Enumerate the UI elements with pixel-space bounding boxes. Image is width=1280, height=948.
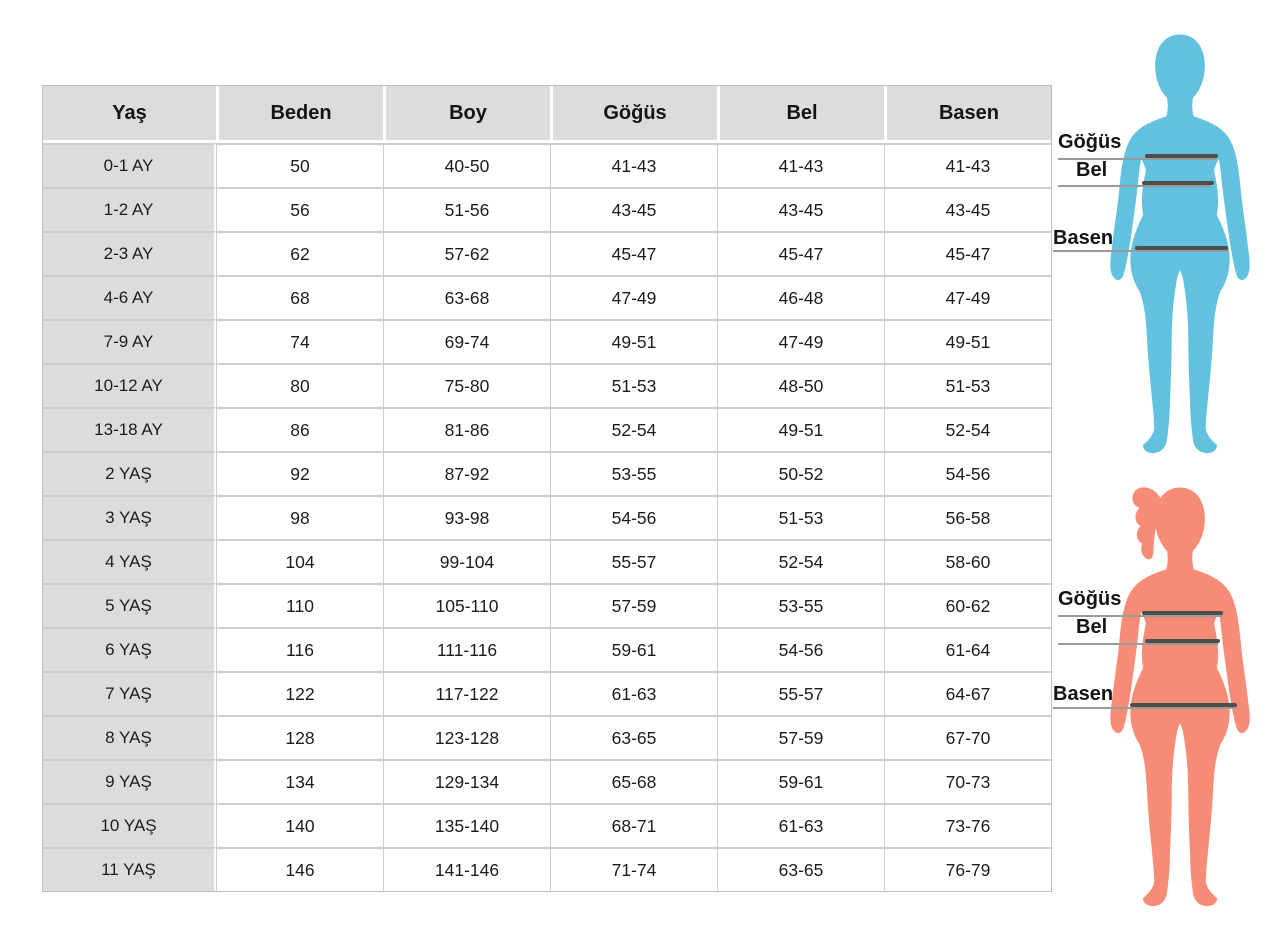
row-label-cell: 7 YAŞ [43,671,216,715]
value-cell: 73-76 [884,803,1051,847]
girl-hip-label: Basen [1053,683,1114,705]
value-cell: 52-54 [550,407,717,451]
size-table-header [43,86,1051,143]
adult-hip-measure-line [1135,246,1228,250]
table-row [43,363,1051,407]
row-label-cell: 3 YAŞ [43,495,216,539]
table-row [43,143,1051,187]
value-cell: 43-45 [550,187,717,231]
girl-hip-leader-line [1053,707,1237,709]
value-cell: 63-68 [383,275,550,319]
value-cell: 74 [216,319,383,363]
row-label-cell: 1-2 AY [43,187,216,231]
row-label-cell: 6 YAŞ [43,627,216,671]
table-row [43,319,1051,363]
value-cell: 47-49 [884,275,1051,319]
value-cell: 140 [216,803,383,847]
header-row [43,86,1051,143]
row-label-cell: 11 YAŞ [43,847,216,891]
adult-body-silhouette [1130,34,1229,453]
value-cell: 57-59 [550,583,717,627]
row-label-cell: 8 YAŞ [43,715,216,759]
value-cell: 69-74 [383,319,550,363]
value-cell: 57-62 [383,231,550,275]
row-label-cell: 4-6 AY [43,275,216,319]
size-table-body [43,143,1051,891]
table-row [43,847,1051,891]
value-cell: 54-56 [884,451,1051,495]
value-cell: 63-65 [717,847,884,891]
value-cell: 45-47 [884,231,1051,275]
column-header: Basen [884,86,1051,143]
value-cell: 68 [216,275,383,319]
value-cell: 52-54 [717,539,884,583]
value-cell: 59-61 [550,627,717,671]
girl-waist-measure-line [1145,639,1220,643]
table-row [43,495,1051,539]
value-cell: 80 [216,363,383,407]
girl-hip-measure-line [1130,703,1237,707]
table-row [43,715,1051,759]
value-cell: 49-51 [884,319,1051,363]
girl-chest-measure-line [1142,611,1223,615]
value-cell: 61-63 [550,671,717,715]
value-cell: 134 [216,759,383,803]
value-cell: 75-80 [383,363,550,407]
value-cell: 64-67 [884,671,1051,715]
table-row [43,275,1051,319]
table-row [43,627,1051,671]
value-cell: 86 [216,407,383,451]
value-cell: 50 [216,143,383,187]
value-cell: 128 [216,715,383,759]
value-cell: 55-57 [550,539,717,583]
value-cell: 123-128 [383,715,550,759]
column-header: Yaş [43,86,216,143]
value-cell: 68-71 [550,803,717,847]
girl-figure [1088,477,1272,923]
table-row [43,583,1051,627]
value-cell: 49-51 [717,407,884,451]
value-cell: 53-55 [717,583,884,627]
adult-waist-label: Bel [1076,159,1108,181]
value-cell: 104 [216,539,383,583]
value-cell: 62 [216,231,383,275]
value-cell: 54-56 [717,627,884,671]
adult-hip-label: Basen [1053,227,1114,249]
value-cell: 49-51 [550,319,717,363]
value-cell: 43-45 [717,187,884,231]
row-label-cell: 5 YAŞ [43,583,216,627]
value-cell: 70-73 [884,759,1051,803]
value-cell: 55-57 [717,671,884,715]
adult-waist-measure-line [1142,181,1214,185]
value-cell: 60-62 [884,583,1051,627]
value-cell: 67-70 [884,715,1051,759]
adult-chest-measure-line [1145,154,1218,158]
size-table [42,85,1052,892]
value-cell: 51-53 [550,363,717,407]
value-cell: 99-104 [383,539,550,583]
value-cell: 110 [216,583,383,627]
value-cell: 54-56 [550,495,717,539]
value-cell: 98 [216,495,383,539]
table-row [43,539,1051,583]
value-cell: 59-61 [717,759,884,803]
column-header: Bel [717,86,884,143]
column-header: Göğüs [550,86,717,143]
row-label-cell: 2 YAŞ [43,451,216,495]
table-row [43,187,1051,231]
value-cell: 87-92 [383,451,550,495]
value-cell: 61-63 [717,803,884,847]
table-row [43,407,1051,451]
girl-waist-label: Bel [1076,616,1108,638]
value-cell: 129-134 [383,759,550,803]
value-cell: 57-59 [717,715,884,759]
value-cell: 48-50 [717,363,884,407]
value-cell: 56 [216,187,383,231]
row-label-cell: 4 YAŞ [43,539,216,583]
value-cell: 93-98 [383,495,550,539]
row-label-cell: 0-1 AY [43,143,216,187]
row-label-cell: 10 YAŞ [43,803,216,847]
row-label-cell: 7-9 AY [43,319,216,363]
row-label-cell: 10-12 AY [43,363,216,407]
adult-waist-leader-line [1058,185,1211,187]
value-cell: 50-52 [717,451,884,495]
row-label-cell: 13-18 AY [43,407,216,451]
value-cell: 81-86 [383,407,550,451]
adult-hip-leader-line [1053,250,1229,252]
value-cell: 41-43 [550,143,717,187]
value-cell: 92 [216,451,383,495]
value-cell: 47-49 [717,319,884,363]
value-cell: 51-56 [383,187,550,231]
value-cell: 111-116 [383,627,550,671]
value-cell: 40-50 [383,143,550,187]
row-label-cell: 9 YAŞ [43,759,216,803]
girl-waist-leader-line [1058,643,1218,645]
value-cell: 141-146 [383,847,550,891]
table-row [43,231,1051,275]
value-cell: 58-60 [884,539,1051,583]
value-cell: 122 [216,671,383,715]
value-cell: 71-74 [550,847,717,891]
value-cell: 45-47 [550,231,717,275]
value-cell: 41-43 [884,143,1051,187]
table-row [43,803,1051,847]
column-header: Boy [383,86,550,143]
table-row [43,671,1051,715]
value-cell: 116 [216,627,383,671]
value-cell: 43-45 [884,187,1051,231]
value-cell: 146 [216,847,383,891]
value-cell: 56-58 [884,495,1051,539]
value-cell: 117-122 [383,671,550,715]
value-cell: 105-110 [383,583,550,627]
girl-chest-label: Göğüs [1058,588,1122,610]
value-cell: 53-55 [550,451,717,495]
value-cell: 63-65 [550,715,717,759]
value-cell: 46-48 [717,275,884,319]
value-cell: 52-54 [884,407,1051,451]
value-cell: 61-64 [884,627,1051,671]
value-cell: 47-49 [550,275,717,319]
table-row [43,451,1051,495]
row-label-cell: 2-3 AY [43,231,216,275]
value-cell: 76-79 [884,847,1051,891]
table-row [43,759,1051,803]
column-header: Beden [216,86,383,143]
value-cell: 65-68 [550,759,717,803]
value-cell: 135-140 [383,803,550,847]
adult-chest-label: Göğüs [1058,131,1122,153]
value-cell: 45-47 [717,231,884,275]
value-cell: 51-53 [717,495,884,539]
value-cell: 41-43 [717,143,884,187]
value-cell: 51-53 [884,363,1051,407]
